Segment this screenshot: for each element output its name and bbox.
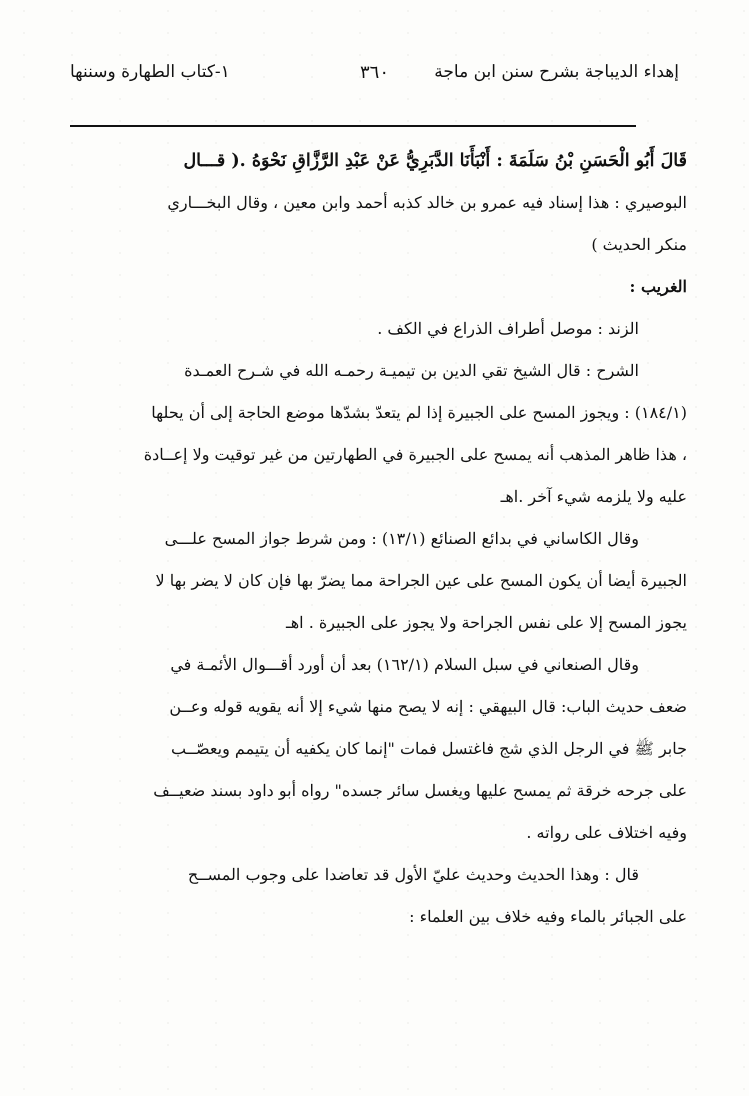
text-line: منكر الحديث ) (591, 235, 687, 254)
text-line: يجوز المسح إلا على نفس الجراحة ولا يجوز على الجبيرة . اهـ (286, 613, 687, 632)
text-line: جابر ﷺ في الرجل الذي شج فاغتسل فمات "إنما كان يكفيه أن يتيمم ويعصّــب (170, 739, 687, 758)
text-line: الزند : موصل أطراف الذراع في الكف . (377, 319, 639, 338)
page-header (70, 58, 679, 88)
text-line: البوصيري : هذا إسناد فيه عمرو بن خالد كذبه أحمد وابن معين ، وقال البخـــاري (167, 193, 687, 212)
text-line: ضعف حديث الباب: قال البيهقي : إنه لا يصح منها شيء إلا أنه يقويه قوله وعــن (169, 697, 687, 716)
book-title: إهداء الديباجة بشرح سنن ابن ماجة (434, 62, 679, 82)
header-rule (70, 125, 636, 127)
text-line: وفيه اختلاف على رواته . (526, 823, 687, 842)
page-number: ٣٦٠ (359, 62, 390, 83)
text-line: وقال الكاساني في بدائع الصنائع (١٣/١) : ومن شرط جواز المسح علـــى (164, 529, 639, 548)
text-line: قال : وهذا الحديث وحديث عليّ الأول قد تعاضدا على وجوب المســح (187, 865, 639, 884)
section-heading-gharib: الغريب : (629, 277, 687, 296)
text-line: على الجبائر بالماء وفيه خلاف بين العلماء : (409, 907, 687, 926)
text-line: الجبيرة أيضا أن يكون المسح على عين الجراحة مما يضرّ بها فإن كان لا يضر بها لا (155, 571, 687, 590)
text-line: وقال الصنعاني في سبل السلام (١٦٢/١) بعد أن أورد أقـــوال الأئمـة في (170, 655, 639, 674)
page-body (68, 140, 687, 938)
chapter-title: ١-كتاب الطهارة وسننها (70, 62, 230, 82)
text-line: (١٨٤/١) : ويجوز المسح على الجبيرة إذا لم يتعدّ بشدّها موضع الحاجة إلى أن يحلها (151, 403, 687, 422)
text-line: على جرحه خرقة ثم يمسح عليها ويغسل سائر جسده" رواه أبو داود بسند ضعيــف (153, 781, 687, 800)
sharh-line: الشرح : قال الشيخ تقي الدين بن تيميـة رحمـه الله في شـرح العمـدة (184, 361, 639, 380)
text-line: عليه ولا يلزمه شيء آخر .اهـ (500, 487, 687, 506)
hadith-line: قَالَ أَبُو الْحَسَنِ بْنُ سَلَمَةَ : أَنْبَأَنَا الدَّبَرِيُّ عَنْ عَبْدِ الرَّزَّاقِ نَحْوَهُ .( قـــال (183, 151, 687, 171)
text-line: ، هذا ظاهر المذهب أنه يمسح على الجبيرة في الطهارتين من غير توقيت ولا إعــادة (143, 445, 687, 464)
